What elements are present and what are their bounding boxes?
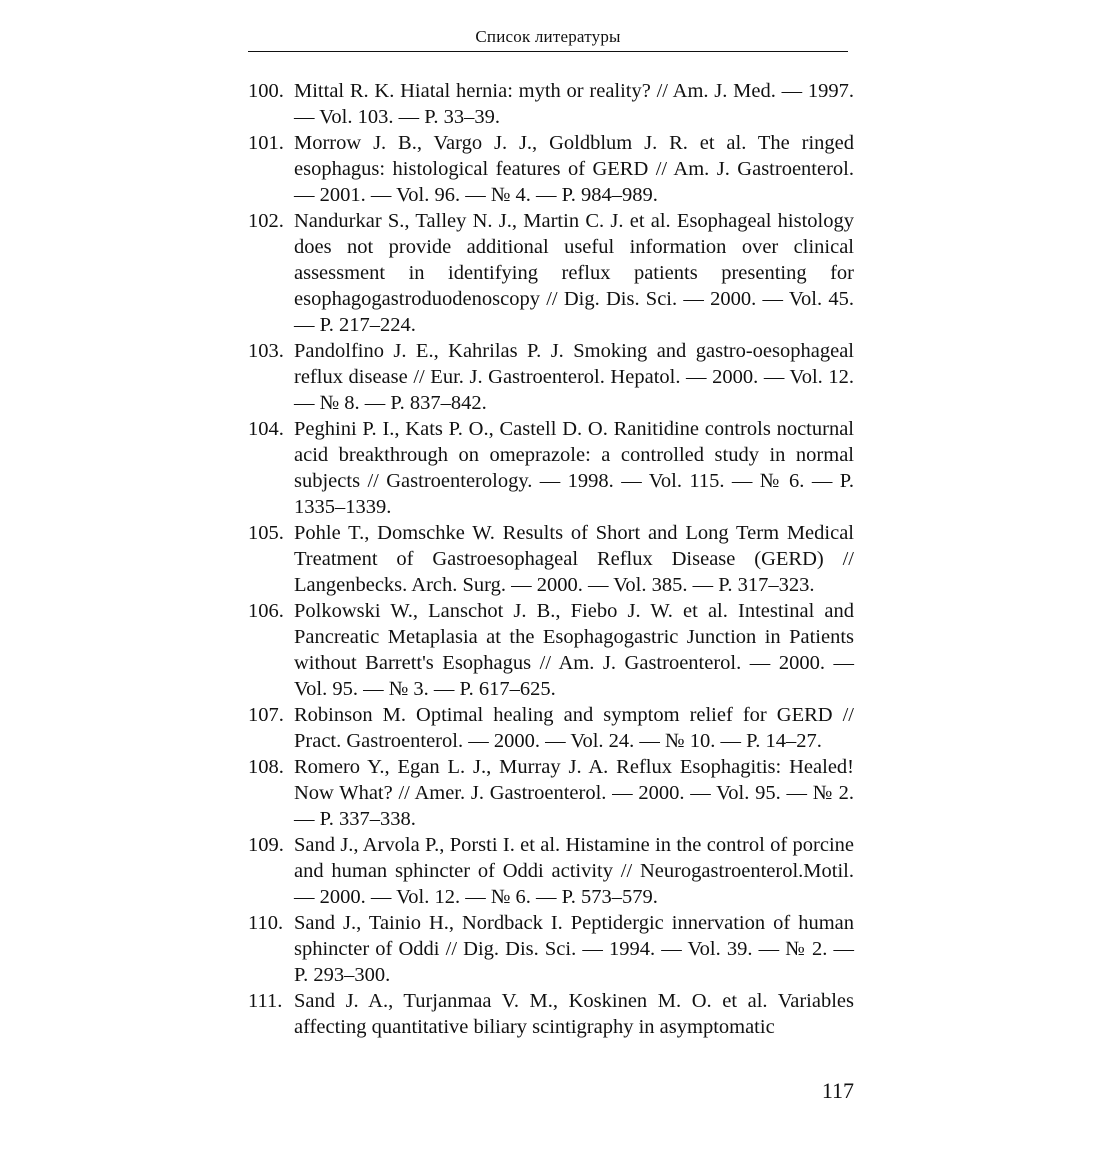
- reference-number: 103.: [248, 340, 284, 362]
- reference-number: 110.: [248, 912, 284, 934]
- page-number: 117: [821, 1078, 854, 1103]
- reference-number: 102.: [248, 210, 284, 232]
- reference-text: Sand J., Tainio H., Nordback I. Peptidergic innervation of human sphincter of Oddi // Dig. Dis. Sci. — 1994. — Vol. 39. — № 2. — P. 293–300.: [294, 912, 854, 986]
- reference-text: Pandolfino J. E., Kahrilas P. J. Smoking and gastro-oesophageal reflux disease // Eur. J. Gastroenterol. Hepatol. — 2000. — Vol. 12. — № 8. — P. 837–842.: [294, 340, 854, 414]
- reference-list: [248, 78, 854, 1040]
- reference-item: [248, 702, 854, 754]
- reference-text: Mittal R. K. Hiatal hernia: myth or reality? // Am. J. Med. — 1997. — Vol. 103. — P. 33–39.: [294, 80, 854, 128]
- reference-item: [248, 832, 854, 910]
- reference-text: Sand J., Arvola P., Porsti I. et al. Histamine in the control of porcine and human sphincter of Oddi activity // Neurogastroenterol.Motil. — 2000. — Vol. 12. — № 6. — P. 573–579.: [294, 834, 854, 908]
- running-title: Список литературы: [475, 27, 621, 46]
- reference-item: [248, 520, 854, 598]
- reference-item: [248, 416, 854, 520]
- reference-number: 100.: [248, 80, 284, 102]
- reference-item: [248, 754, 854, 832]
- reference-text: Romero Y., Egan L. J., Murray J. A. Reflux Esophagitis: Healed! Now What? // Amer. J. Gastroenterol. — 2000. — Vol. 95. — № 2. — P. 337–338.: [294, 756, 854, 830]
- reference-number: 106.: [248, 600, 284, 622]
- reference-text: Morrow J. B., Vargo J. J., Goldblum J. R. et al. The ringed esophagus: histological features of GERD // Am. J. Gastroenterol. — 2001. — Vol. 96. — № 4. — P. 984–989.: [294, 132, 854, 206]
- reference-text: Robinson M. Optimal healing and symptom relief for GERD // Pract. Gastroenterol. — 2000. — Vol. 24. — № 10. — P. 14–27.: [294, 704, 854, 752]
- reference-number: 111.: [248, 990, 283, 1012]
- reference-item: [248, 338, 854, 416]
- reference-number: 109.: [248, 834, 284, 856]
- reference-number: 107.: [248, 704, 284, 726]
- header-rule: [248, 51, 848, 52]
- reference-item: [248, 78, 854, 130]
- reference-number: 108.: [248, 756, 284, 778]
- reference-text: Pohle T., Domschke W. Results of Short and Long Term Medical Treatment of Gastroesophageal Reflux Disease (GERD) // Langenbecks. Arch. Surg. — 2000. — Vol. 385. — P. 317–323.: [294, 522, 854, 596]
- reference-item: [248, 208, 854, 338]
- reference-text: Sand J. A., Turjanmaa V. M., Koskinen M. O. et al. Variables affecting quantitative biliary scintigraphy in asymptomatic: [294, 990, 854, 1038]
- reference-number: 104.: [248, 418, 284, 440]
- reference-item: [248, 598, 854, 702]
- reference-number: 105.: [248, 522, 284, 544]
- reference-text: Polkowski W., Lanschot J. B., Fiebo J. W. et al. Intestinal and Pancreatic Metaplasia at the Esophagogastric Junction in Patients without Barrett's Esophagus // Am. J. Gastroenterol. — 2000. — Vol. 95. — № 3. — P. 617–625.: [294, 600, 854, 700]
- reference-item: [248, 988, 854, 1040]
- reference-text: Peghini P. I., Kats P. O., Castell D. O. Ranitidine controls nocturnal acid breakthrough on omeprazole: a controlled study in normal subjects // Gastroenterology. — 1998. — Vol. 115. — № 6. — P. 1335–1339.: [294, 418, 854, 518]
- reference-item: [248, 910, 854, 988]
- reference-number: 101.: [248, 132, 284, 154]
- reference-text: Nandurkar S., Talley N. J., Martin C. J. et al. Esophageal histology does not provide additional useful information over clinical assessment in identifying reflux patients presenting for esophagogastroduodenoscopy // Dig. Dis. Sci. — 2000. — Vol. 45. — P. 217–224.: [294, 210, 854, 336]
- reference-item: [248, 130, 854, 208]
